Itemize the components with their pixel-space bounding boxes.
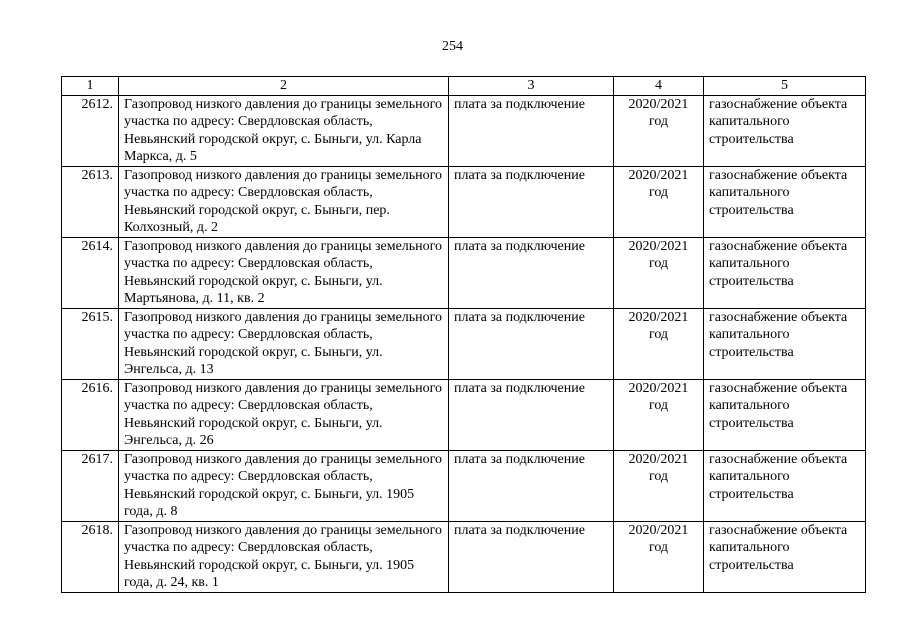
period: 2020/2021 год [614,379,704,450]
table-row [62,379,866,450]
funding-source: плата за подключение [449,379,614,450]
table-row [62,95,866,166]
row-number: 2616. [62,379,119,450]
funding-source: плата за подключение [449,95,614,166]
purpose: газоснабжение объекта капитального строительства [704,166,866,237]
funding-source: плата за подключение [449,237,614,308]
object-description: Газопровод низкого давления до границы земельного участка по адресу: Свердловская область, Невьянский городской округ, с. Быньги, пер. Колхозный, д. 2 [119,166,449,237]
period: 2020/2021 год [614,450,704,521]
table-row [62,450,866,521]
table-body [62,95,866,592]
row-number: 2615. [62,308,119,379]
row-number: 2612. [62,95,119,166]
column-header-1: 1 [62,77,119,96]
registry-table [61,76,866,593]
row-number: 2618. [62,521,119,592]
purpose: газоснабжение объекта капитального строительства [704,379,866,450]
object-description: Газопровод низкого давления до границы земельного участка по адресу: Свердловская область, Невьянский городской округ, с. Быньги, ул. Энгельса, д. 13 [119,308,449,379]
row-number: 2613. [62,166,119,237]
object-description: Газопровод низкого давления до границы земельного участка по адресу: Свердловская область, Невьянский городской округ, с. Быньги, ул. Энгельса, д. 26 [119,379,449,450]
purpose: газоснабжение объекта капитального строительства [704,95,866,166]
period: 2020/2021 год [614,166,704,237]
purpose: газоснабжение объекта капитального строительства [704,237,866,308]
object-description: Газопровод низкого давления до границы земельного участка по адресу: Свердловская область, Невьянский городской округ, с. Быньги, ул. 1905 года, д. 8 [119,450,449,521]
table-row [62,308,866,379]
page-number: 254 [442,39,463,54]
row-number: 2614. [62,237,119,308]
period: 2020/2021 год [614,308,704,379]
column-header-4: 4 [614,77,704,96]
header-row [62,77,866,96]
table-row [62,521,866,592]
purpose: газоснабжение объекта капитального строительства [704,450,866,521]
purpose: газоснабжение объекта капитального строительства [704,308,866,379]
column-header-3: 3 [449,77,614,96]
funding-source: плата за подключение [449,450,614,521]
table-row [62,166,866,237]
table-row [62,237,866,308]
funding-source: плата за подключение [449,308,614,379]
row-number: 2617. [62,450,119,521]
period: 2020/2021 год [614,95,704,166]
object-description: Газопровод низкого давления до границы земельного участка по адресу: Свердловская область, Невьянский городской округ, с. Быньги, ул. Карла Маркса, д. 5 [119,95,449,166]
funding-source: плата за подключение [449,521,614,592]
object-description: Газопровод низкого давления до границы земельного участка по адресу: Свердловская область, Невьянский городской округ, с. Быньги, ул. 1905 года, д. 24, кв. 1 [119,521,449,592]
period: 2020/2021 год [614,521,704,592]
period: 2020/2021 год [614,237,704,308]
funding-source: плата за подключение [449,166,614,237]
column-header-5: 5 [704,77,866,96]
table-header [62,77,866,96]
column-header-2: 2 [119,77,449,96]
purpose: газоснабжение объекта капитального строительства [704,521,866,592]
object-description: Газопровод низкого давления до границы земельного участка по адресу: Свердловская область, Невьянский городской округ, с. Быньги, ул. Мартьянова, д. 11, кв. 2 [119,237,449,308]
